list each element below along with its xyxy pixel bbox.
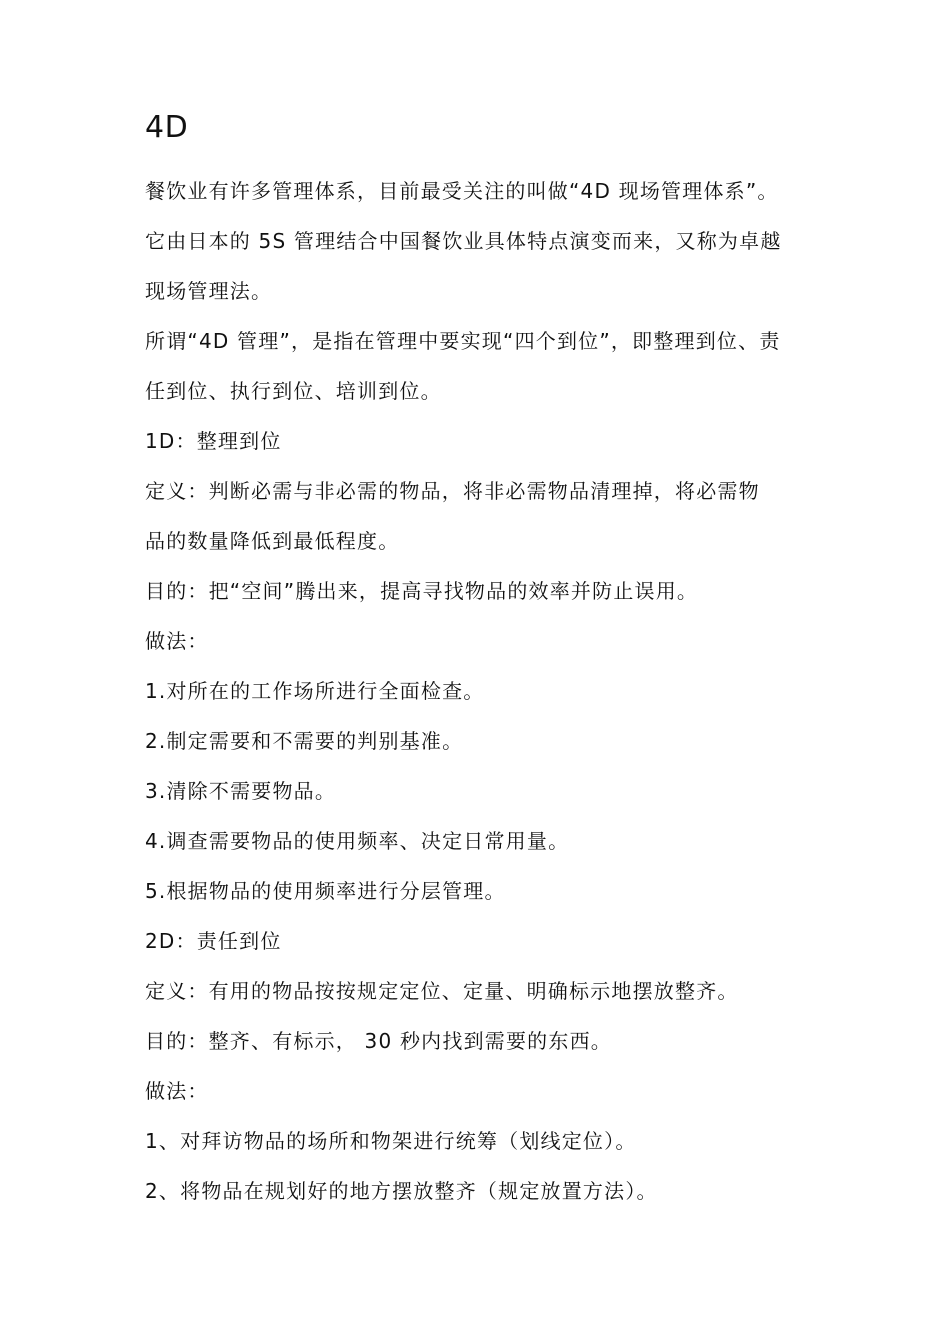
list-item: 2.制定需要和不需要的判别基准。	[145, 729, 464, 753]
paragraph-line: 品的数量降低到最低程度。	[145, 529, 400, 553]
method-label: 做法：	[145, 1079, 209, 1103]
section-heading-2d: 2D：责任到位	[145, 929, 282, 953]
paragraph-line: 定义：有用的物品按按规定定位、定量、明确标示地摆放整齐。	[145, 979, 739, 1003]
paragraph-line: 定义：判断必需与非必需的物品，将非必需物品清理掉，将必需物	[145, 479, 760, 503]
list-item: 2、将物品在规划好的地方摆放整齐（规定放置方法）。	[145, 1179, 658, 1203]
method-label: 做法：	[145, 629, 209, 653]
paragraph-line: 它由日本的 5S 管理结合中国餐饮业具体特点演变而来，又称为卓越	[145, 229, 782, 253]
list-item: 1、对拜访物品的场所和物架进行统筹（划线定位）。	[145, 1129, 637, 1153]
paragraph-line: 目的：把“空间”腾出来，提高寻找物品的效率并防止误用。	[145, 579, 699, 603]
paragraph-line: 餐饮业有许多管理体系，目前最受关注的叫做“4D 现场管理体系”。	[145, 179, 779, 203]
list-item: 4.调查需要物品的使用频率、决定日常用量。	[145, 829, 570, 853]
section-heading-1d: 1D：整理到位	[145, 429, 282, 453]
list-item: 3.清除不需要物品。	[145, 779, 337, 803]
paragraph-line: 任到位、执行到位、培训到位。	[145, 379, 442, 403]
paragraph-line: 所谓“4D 管理”，是指在管理中要实现“四个到位”，即整理到位、责	[145, 329, 781, 353]
paragraph-line: 目的：整齐、有标示， 30 秒内找到需要的东西。	[145, 1029, 612, 1053]
document-title: 4D	[145, 110, 189, 145]
paragraph-line: 现场管理法。	[145, 279, 273, 303]
list-item: 5.根据物品的使用频率进行分层管理。	[145, 879, 506, 903]
document-page	[145, 108, 815, 1216]
list-item: 1.对所在的工作场所进行全面检查。	[145, 679, 485, 703]
